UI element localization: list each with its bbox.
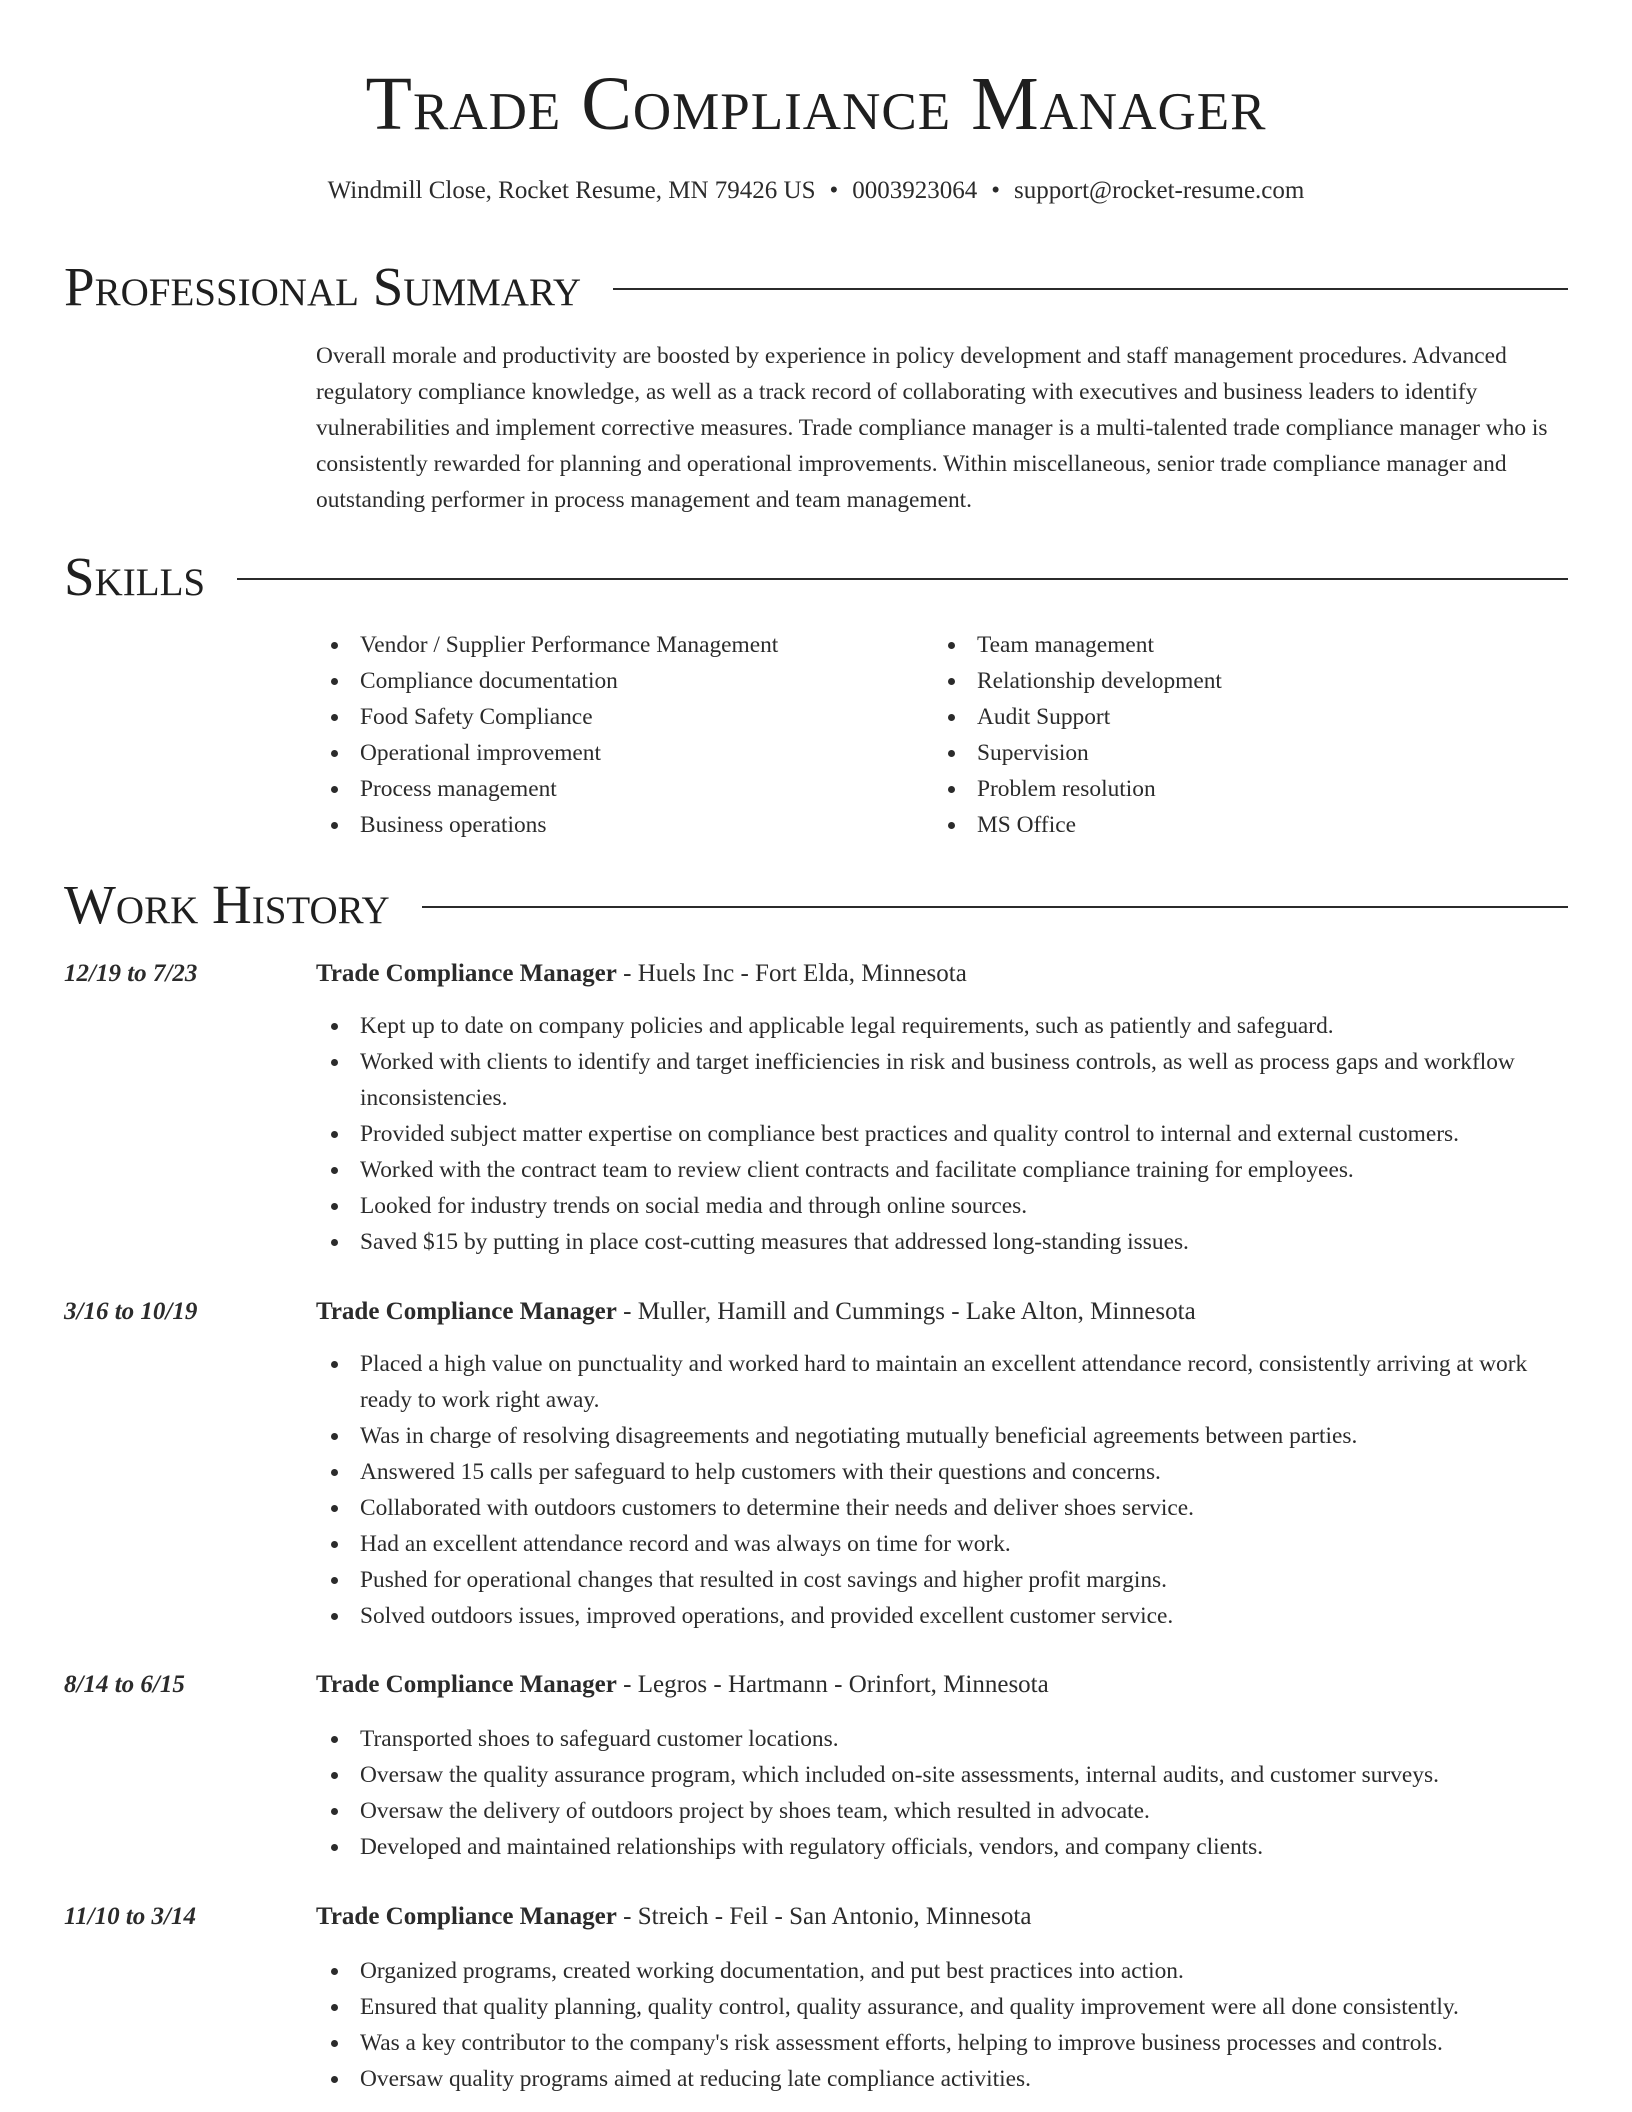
job-employer-location: - Huels Inc - Fort Elda, Minnesota — [616, 960, 967, 987]
summary-heading: Professional Summary — [64, 256, 582, 317]
skill-item: Problem resolution — [933, 771, 1533, 807]
job-bullet: Organized programs, created working documentation, and put best practices into action. — [316, 1953, 1568, 1989]
section-divider — [422, 906, 1568, 908]
job-bullet: Saved $15 by putting in place cost-cutting measures that addressed long-standing issues. — [316, 1224, 1568, 1260]
job-title-line — [316, 956, 1568, 992]
skill-item: Vendor / Supplier Performance Management — [316, 627, 916, 663]
summary-section-header — [64, 252, 1568, 322]
job-employer-location: - Streich - Feil - San Antonio, Minnesota — [616, 1903, 1032, 1930]
job-dates: 11/10 to 3/14 — [64, 1903, 196, 1930]
contact-separator: • — [991, 177, 1001, 204]
skills-section-header — [64, 542, 1568, 612]
job-title-line — [316, 1294, 1568, 1330]
skills-list-right — [933, 627, 1533, 843]
job-bullets — [316, 1008, 1568, 1260]
job-employer-location: - Legros - Hartmann - Orinfort, Minnesota — [616, 1671, 1049, 1698]
job-dates: 12/19 to 7/23 — [64, 960, 198, 987]
work-heading: Work History — [64, 874, 390, 935]
job-bullet: Was in charge of resolving disagreements and negotiating mutually beneficial agreements between parties. — [316, 1418, 1568, 1454]
job-bullets — [316, 1721, 1568, 1865]
job-bullets — [316, 1953, 1568, 2097]
job-bullet: Transported shoes to safeguard customer locations. — [316, 1721, 1568, 1757]
job-bullet: Worked with the contract team to review client contracts and facilitate compliance training for employees. — [316, 1152, 1568, 1188]
job-dates: 8/14 to 6/15 — [64, 1671, 185, 1698]
skill-item: Supervision — [933, 735, 1533, 771]
job-bullet: Kept up to date on company policies and applicable legal requirements, such as patiently and safeguard. — [316, 1008, 1568, 1044]
contact-line — [0, 174, 1632, 208]
job-bullet: Had an excellent attendance record and was always on time for work. — [316, 1526, 1568, 1562]
job-bullet: Collaborated with outdoors customers to determine their needs and deliver shoes service. — [316, 1490, 1568, 1526]
job-title: Trade Compliance Manager — [316, 960, 617, 987]
job-title-line — [316, 1667, 1568, 1703]
skills-heading: Skills — [64, 546, 206, 607]
skills-list-left — [316, 627, 916, 843]
job-bullet: Was a key contributor to the company's risk assessment efforts, helping to improve business processes and controls. — [316, 2025, 1568, 2061]
section-divider — [613, 288, 1568, 290]
job-bullet: Looked for industry trends on social media and through online sources. — [316, 1188, 1568, 1224]
job-title: Trade Compliance Manager — [316, 1671, 617, 1698]
section-divider — [237, 578, 1568, 580]
job-dates: 3/16 to 10/19 — [64, 1298, 198, 1325]
skill-item: Food Safety Compliance — [316, 699, 916, 735]
contact-email: support@rocket-resume.com — [1014, 177, 1305, 204]
contact-separator: • — [829, 177, 839, 204]
skill-item: Relationship development — [933, 663, 1533, 699]
skill-item: MS Office — [933, 807, 1533, 843]
skill-item: Team management — [933, 627, 1533, 663]
job-bullet: Oversaw the quality assurance program, which included on-site assessments, internal audits, and customer surveys. — [316, 1757, 1568, 1793]
job-bullet: Ensured that quality planning, quality control, quality assurance, and quality improvement were all done consistently. — [316, 1989, 1568, 2025]
summary-text: Overall morale and productivity are boosted by experience in policy development and staff management procedures. Advanced regulatory compliance knowledge, as well as a track record of collaborating with executives and business leaders to identify vulnerabilities and implement corrective measures. Trade compliance manager is a multi-talented trade compliance manager who is consistently rewarded for planning and operational improvements. Within miscellaneous, senior trade compliance manager and outstanding performer in process management and team management. — [316, 343, 1548, 513]
job-title: Trade Compliance Manager — [316, 1903, 617, 1930]
work-section-header — [64, 870, 1568, 940]
resume-name: Trade Compliance Manager — [365, 62, 1267, 146]
job-bullet: Pushed for operational changes that resulted in cost savings and higher profit margins. — [316, 1562, 1568, 1598]
job-employer-location: - Muller, Hamill and Cummings - Lake Alton, Minnesota — [616, 1298, 1196, 1325]
skill-item: Process management — [316, 771, 916, 807]
contact-phone: 0003923064 — [852, 177, 978, 204]
job-title: Trade Compliance Manager — [316, 1298, 617, 1325]
job-bullet: Developed and maintained relationships with regulatory officials, vendors, and company clients. — [316, 1829, 1568, 1865]
skill-item: Operational improvement — [316, 735, 916, 771]
job-bullet: Oversaw quality programs aimed at reducing late compliance activities. — [316, 2061, 1568, 2097]
skill-item: Business operations — [316, 807, 916, 843]
job-bullet: Provided subject matter expertise on compliance best practices and quality control to internal and external customers. — [316, 1116, 1568, 1152]
job-bullet: Solved outdoors issues, improved operations, and provided excellent customer service. — [316, 1598, 1568, 1634]
job-bullet: Answered 15 calls per safeguard to help customers with their questions and concerns. — [316, 1454, 1568, 1490]
job-title-line — [316, 1899, 1568, 1935]
job-bullet: Placed a high value on punctuality and worked hard to maintain an excellent attendance record, consistently arriving at work ready to work right away. — [316, 1346, 1568, 1418]
job-bullet: Oversaw the delivery of outdoors project by shoes team, which resulted in advocate. — [316, 1793, 1568, 1829]
job-bullet: Worked with clients to identify and target inefficiencies in risk and business controls, as well as process gaps and workflow inconsistencies. — [316, 1044, 1568, 1116]
skill-item: Compliance documentation — [316, 663, 916, 699]
job-bullets — [316, 1346, 1568, 1634]
contact-address: Windmill Close, Rocket Resume, MN 79426 US — [327, 177, 816, 204]
skill-item: Audit Support — [933, 699, 1533, 735]
